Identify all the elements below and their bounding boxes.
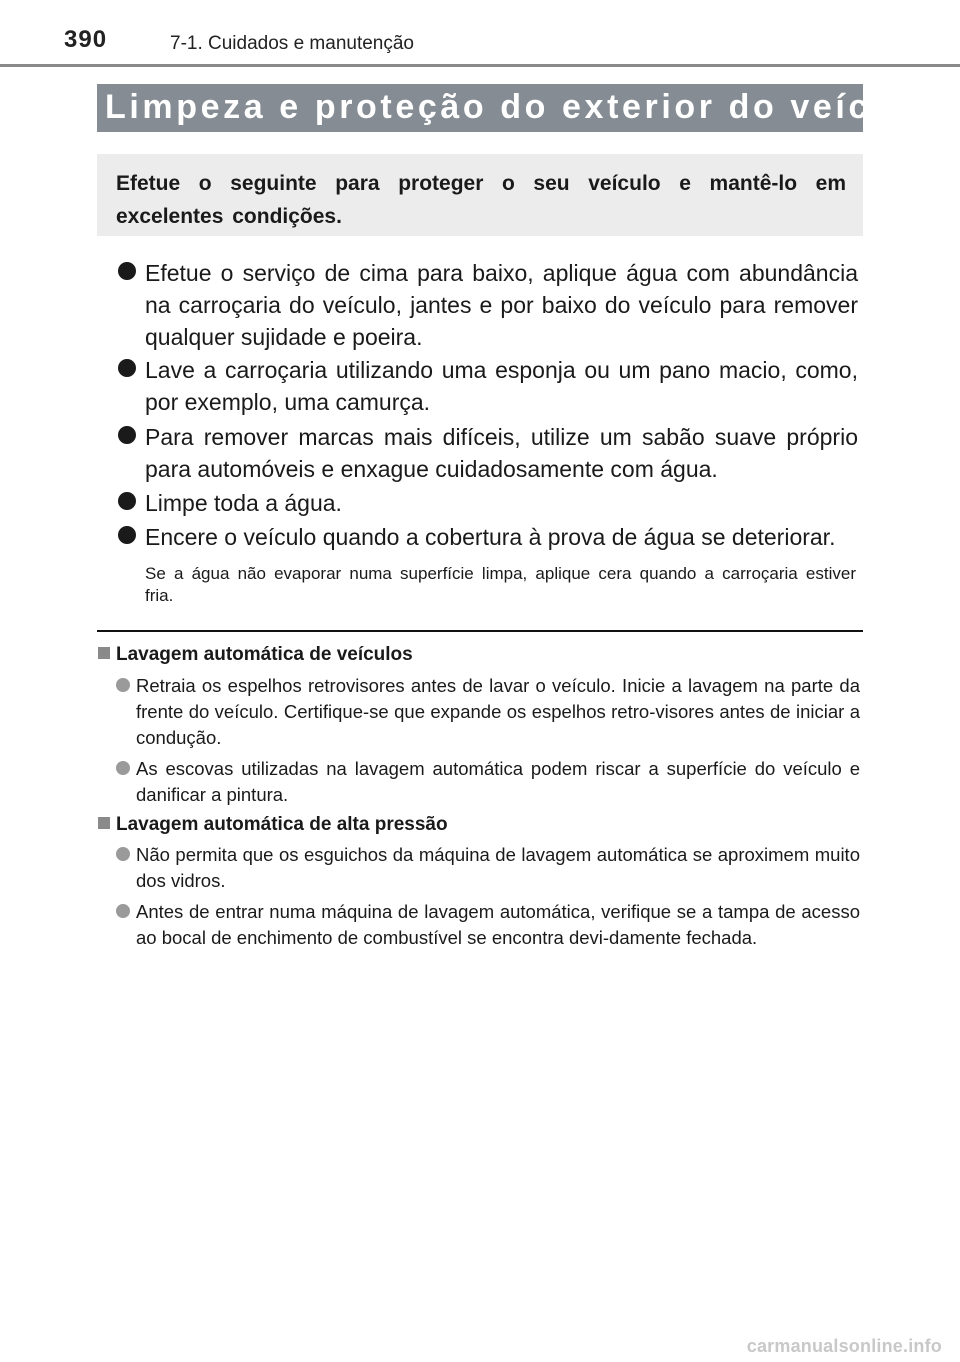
- section-label: 7-1. Cuidados e manutenção: [170, 33, 414, 54]
- square-bullet-icon: [98, 817, 110, 829]
- watermark: carmanualsonline.info: [746, 1336, 942, 1356]
- note-text: Se a água não evaporar numa superfície limpa, aplique cera quando a carroçaria estiver fria.: [145, 564, 856, 605]
- sub-heading: [98, 814, 448, 836]
- sub-item: [116, 673, 860, 751]
- bullet-item: [118, 257, 858, 353]
- sub-heading-text: Lavagem automática de alta pressão: [116, 814, 448, 835]
- header-divider: [0, 64, 960, 67]
- bullet-dot-icon: [118, 492, 136, 510]
- sub-item-text: Antes de entrar numa máquina de lavagem automática, verifique se a tampa de acesso ao bocal de enchimento de combustível se encontra devi-damente fechada.: [136, 901, 860, 948]
- bullet-dot-icon: [118, 526, 136, 544]
- sub-item-text: Não permita que os esguichos da máquina de lavagem automática se aproximem muito dos vidros.: [136, 844, 860, 891]
- bullet-dot-icon: [116, 761, 130, 775]
- bullet-dot-icon: [118, 426, 136, 444]
- bullet-text: Efetue o serviço de cima para baixo, aplique água com abundância na carroçaria do veículo, jantes e por baixo do veículo para remover qualquer sujidade e poeira.: [145, 260, 858, 350]
- page-number: 390: [64, 26, 108, 53]
- intro-text: Efetue o seguinte para proteger o seu veículo e mantê-lo em excelentes condições.: [116, 172, 846, 228]
- bullet-dot-icon: [118, 262, 136, 280]
- sub-item-text: Retraia os espelhos retrovisores antes de lavar o veículo. Inicie a lavagem na parte da frente do veículo. Certifique-se que expande os espelhos retro-visores antes de iniciar a condução.: [136, 675, 860, 748]
- bullet-item: [118, 521, 858, 553]
- bullet-text: Encere o veículo quando a cobertura à prova de água se deteriorar.: [145, 524, 836, 550]
- section-divider: [97, 630, 863, 632]
- bullet-dot-icon: [118, 359, 136, 377]
- page-header: [0, 0, 960, 66]
- bullet-text: Lave a carroçaria utilizando uma esponja ou um pano macio, como, por exemplo, uma camurça.: [145, 357, 858, 415]
- bullet-dot-icon: [116, 678, 130, 692]
- square-bullet-icon: [98, 647, 110, 659]
- page-title: Limpeza e proteção do exterior do veículo: [105, 88, 933, 126]
- sub-heading: [98, 644, 413, 666]
- bullet-text: Para remover marcas mais difíceis, utilize um sabão suave próprio para automóveis e enxague cuidadosamente com água.: [145, 424, 858, 482]
- title-banner: [97, 84, 933, 132]
- intro-box: [97, 154, 863, 236]
- sub-item: [116, 842, 860, 894]
- sub-item: [116, 756, 860, 808]
- sub-item-text: As escovas utilizadas na lavagem automática podem riscar a superfície do veículo e danificar a pintura.: [136, 758, 860, 805]
- sub-item: [116, 899, 860, 951]
- bullet-item: [118, 354, 858, 418]
- sub-heading-text: Lavagem automática de veículos: [116, 644, 413, 665]
- bullet-item: [118, 487, 858, 519]
- bullet-dot-icon: [116, 904, 130, 918]
- bullet-item: [118, 421, 858, 485]
- bullet-dot-icon: [116, 847, 130, 861]
- bullet-text: Limpe toda a água.: [145, 490, 342, 516]
